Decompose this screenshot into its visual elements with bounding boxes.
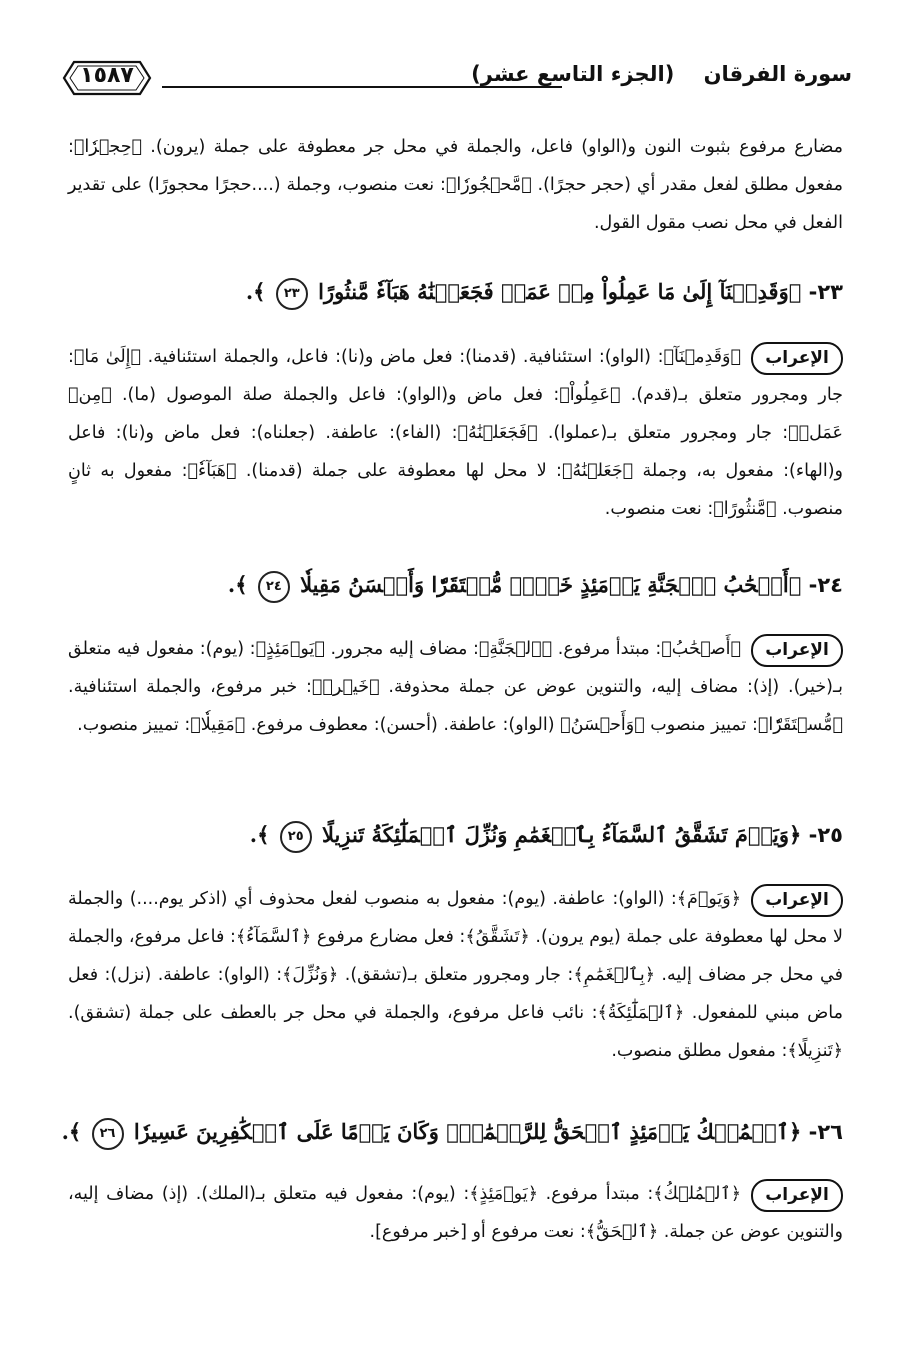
page-header bbox=[62, 58, 852, 98]
verse-text: ﴿وَيَوۡمَ تَشَقَّقُ ٱلسَّمَآءُ بِٱلۡغَمَٰمِ وَنُزِّلَ ٱلۡمَلَٰٓئِكَةُ تَنزِيلًا bbox=[322, 822, 802, 847]
irab-badge: الإعراب bbox=[751, 884, 843, 917]
surah-name: سورة الفرقان bbox=[703, 62, 852, 86]
irab-text: ﴿ٱلۡمُلۡكُ﴾: مبتدأ مرفوع. ﴿يَوۡمَئِذٍ﴾: (يوم): مفعول فيه متعلق بـ(الملك). (إذ) مضاف إليه، والتنوين عوض عن جملة. ﴿ٱلۡحَقُّ﴾: نعت مرفوع أو [خبر مرفوع]. bbox=[62, 1184, 843, 1242]
irab-badge: الإعراب bbox=[751, 1179, 843, 1212]
verse-text: ﴿أَصۡحَٰبُ ٱلۡجَنَّةِ يَوۡمَئِذٍ خَيۡرٞ مُّسۡتَقَرّٗا وَأَحۡسَنُ مَقِيلٗا bbox=[300, 572, 802, 597]
verse-close: ﴾. bbox=[249, 822, 270, 847]
ayah-end-icon: ٢٤ bbox=[258, 571, 290, 603]
verse-close: ﴾. bbox=[227, 572, 248, 597]
part-name: (الجزء التاسع عشر) bbox=[471, 62, 675, 86]
header-rule bbox=[162, 86, 562, 88]
verse-close: ﴾. bbox=[245, 279, 266, 304]
verse-number: ٢٤- bbox=[808, 573, 843, 597]
page-number-frame bbox=[62, 58, 152, 98]
irab-text: ﴿وَيَوۡمَ﴾: (الواو): عاطفة. (يوم): مفعول به منصوب لفعل محذوف أي (اذكر يوم....) والجملة لا محل لها معطوفة على جملة (يوم يرون). ﴿تَشَقَّقُ﴾: فعل مضارع مرفوع ﴿ٱلسَّمَآءُ﴾: فاعل مرفوع، والجملة في محل جر مضاف إليه. ﴿بِٱلۡغَمَٰمِ﴾: جار ومجرور متعلق بـ(تشقق). ﴿وَنُزِّلَ﴾: (الواو): عاطفة. (نزل): فعل ماض مبني للمفعول. ﴿ٱلۡمَلَٰٓئِكَةُ﴾: نائب فاعل مرفوع، والجملة في محل جر بالعطف على جملة (تشقق). ﴿تَنزِيلًا﴾: مفعول مطلق منصوب. bbox=[62, 889, 843, 1061]
irab-badge: الإعراب bbox=[751, 634, 843, 667]
irab-text: ﴿وَقَدِمۡنَآ﴾: (الواو): استئنافية. (قدمنا): فعل ماض و(نا): فاعل، والجملة استئنافية. ﴿إِلَىٰ مَا﴾: جار ومجرور متعلق بـ(قدم). ﴿عَمِلُواْ﴾: فعل ماض و(الواو): فاعل والجملة صلة الموصول (ما). ﴿مِنۡ عَمَلٖ﴾: جار ومجرور متعلق بـ(عملوا). ﴿فَجَعَلۡنَٰهُ﴾: (الفاء): عاطفة. (جعلناه): فعل ماض و(نا): فاعل و(الهاء): مفعول به، وجملة ﴿جَعَلۡنَٰهُ﴾: لا محل لها معطوفة على جملة (قدمنا). ﴿هَبَآءٗ﴾: مفعول به ثانٍ منصوب. ﴿مَّنثُورًا﴾: نعت منصوب. bbox=[62, 347, 843, 519]
verse-number: ٢٣- bbox=[808, 280, 843, 304]
verse-23 bbox=[63, 272, 843, 312]
verse-26 bbox=[63, 1112, 843, 1152]
irab-text: ﴿أَصۡحَٰبُ﴾: مبتدأ مرفوع. ﴿ٱلۡجَنَّةِ﴾: مضاف إليه مجرور. ﴿يَوۡمَئِذٍ﴾: (يوم): مفعول فيه متعلق بـ(خير). (إذ): مضاف إليه، والتنوين عوض عن جملة محذوفة. ﴿خَيۡرٞ﴾: خبر مرفوع، والجملة استئنافية. ﴿مُّسۡتَقَرّٗا﴾: تمييز منصوب ﴿وَأَحۡسَنُ﴾ (الواو): عاطفة. (أحسن): معطوف مرفوع. ﴿مَقِيلٗا﴾: تمييز منصوب. bbox=[62, 639, 843, 735]
irab-block-25 bbox=[62, 880, 843, 1070]
verse-25 bbox=[63, 815, 843, 855]
ayah-end-icon: ٢٦ bbox=[92, 1118, 124, 1150]
ayah-end-icon: ٢٣ bbox=[276, 278, 308, 310]
irab-block-24 bbox=[62, 630, 843, 744]
verse-text: ﴿وَقَدِمۡنَآ إِلَىٰ مَا عَمِلُواْ مِنۡ عَمَلٖ فَجَعَلۡنَٰهُ هَبَآءٗ مَّنثُورًا bbox=[318, 279, 802, 304]
intro-text: مضارع مرفوع بثبوت النون و(الواو) فاعل، والجملة في محل جر معطوفة على جملة (يرون). ﴿حِجۡرٗا﴾: مفعول مطلق لفعل مقدر أي (حجر حجرًا). ﴿مَّحۡجُورٗا﴾: نعت منصوب، وجملة (....حجرًا محجورًا) على تقدير الفعل في محل نصب مقول القول. bbox=[62, 137, 843, 233]
verse-number: ٢٥- bbox=[808, 823, 843, 847]
irab-badge: الإعراب bbox=[751, 342, 843, 375]
verse-close: ﴾. bbox=[61, 1119, 82, 1144]
irab-block-23 bbox=[62, 338, 843, 528]
verse-number: ٢٦- bbox=[808, 1120, 843, 1144]
verse-24 bbox=[63, 565, 843, 605]
intro-block bbox=[62, 128, 843, 242]
page-number: ١٥٨٧ bbox=[80, 63, 134, 88]
ayah-end-icon: ٢٥ bbox=[280, 821, 312, 853]
header-title bbox=[471, 62, 852, 86]
irab-block-26 bbox=[62, 1175, 843, 1251]
verse-text: ﴿ٱلۡمُلۡكُ يَوۡمَئِذٍ ٱلۡحَقُّ لِلرَّحۡمَٰنِۚ وَكَانَ يَوۡمًا عَلَى ٱلۡكَٰفِرِينَ عَسِيرٗا bbox=[133, 1119, 802, 1144]
